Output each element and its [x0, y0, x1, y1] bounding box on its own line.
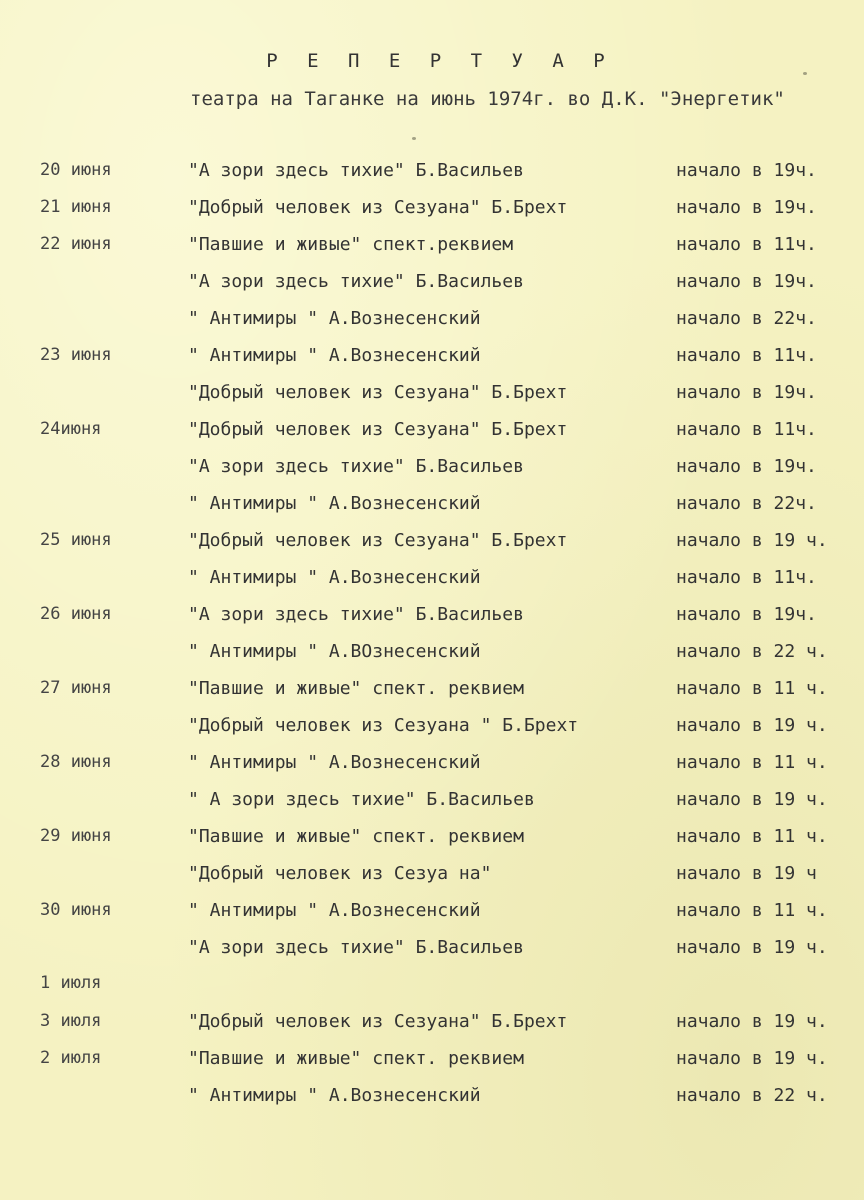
start-time: начало в 19 ч.: [676, 789, 828, 810]
schedule-row: [0, 641, 864, 671]
schedule-row: [0, 1048, 864, 1078]
schedule-row: [0, 567, 864, 597]
start-time: начало в 11 ч.: [676, 826, 828, 847]
play-title: "Добрый человек из Сезуа на": [188, 863, 492, 884]
start-time: начало в 19ч.: [676, 456, 817, 477]
play-title: "А зори здесь тихие" Б.Васильев: [188, 456, 524, 477]
start-time: начало в 19 ч.: [676, 1048, 828, 1069]
start-time: начало в 11 ч.: [676, 900, 828, 921]
play-title: "Павшие и живые" спект. реквием: [188, 1048, 524, 1069]
start-time: начало в 19ч.: [676, 160, 817, 181]
performance-date: 21 июня: [40, 197, 112, 217]
start-time: начало в 11ч.: [676, 567, 817, 588]
play-title: "А зори здесь тихие" Б.Васильев: [188, 160, 524, 181]
play-title: " Антимиры " А.Вознесенский: [188, 308, 481, 329]
play-title: " Антимиры " А.Вознесенский: [188, 345, 481, 366]
performance-date: 30 июня: [40, 900, 112, 920]
schedule-row: [0, 308, 864, 338]
ink-speck: [803, 72, 807, 75]
schedule-row: [0, 973, 864, 1003]
play-title: " А зори здесь тихие" Б.Васильев: [188, 789, 535, 810]
performance-date: 20 июня: [40, 160, 112, 180]
performance-date: 27 июня: [40, 678, 112, 698]
schedule-row: [0, 863, 864, 893]
start-time: начало в 19 ч.: [676, 937, 828, 958]
schedule-row: [0, 419, 864, 449]
schedule-row: [0, 160, 864, 190]
play-title: "А зори здесь тихие" Б.Васильев: [188, 937, 524, 958]
performance-date: 23 июня: [40, 345, 112, 365]
start-time: начало в 19 ч: [676, 863, 817, 884]
play-title: " Антимиры " А.ВОзнесенский: [188, 641, 481, 662]
performance-date: 28 июня: [40, 752, 112, 772]
schedule-row: [0, 1011, 864, 1041]
performance-date: 2 июля: [40, 1048, 102, 1068]
start-time: начало в 19 ч.: [676, 1011, 828, 1032]
document-title: Р Е П Е Р Т У А Р: [266, 50, 614, 72]
schedule-row: [0, 678, 864, 708]
schedule-row: [0, 234, 864, 264]
performance-date: 22 июня: [40, 234, 112, 254]
start-time: начало в 22ч.: [676, 493, 817, 514]
schedule-row: [0, 382, 864, 412]
play-title: "Добрый человек из Сезуана" Б.Брехт: [188, 530, 568, 551]
start-time: начало в 19ч.: [676, 604, 817, 625]
start-time: начало в 11ч.: [676, 234, 817, 255]
schedule-row: [0, 530, 864, 560]
play-title: " Антимиры " А.Вознесенский: [188, 900, 481, 921]
schedule-row: [0, 493, 864, 523]
play-title: " Антимиры " А.Вознесенский: [188, 567, 481, 588]
performance-date: 24июня: [40, 419, 102, 439]
start-time: начало в 19 ч.: [676, 715, 828, 736]
document-subtitle: театра на Таганке на июнь 1974г. во Д.К. "Энергетик": [190, 88, 785, 110]
start-time: начало в 11 ч.: [676, 678, 828, 699]
performance-date: 26 июня: [40, 604, 112, 624]
schedule-row: [0, 937, 864, 967]
start-time: начало в 11ч.: [676, 419, 817, 440]
performance-date: 25 июня: [40, 530, 112, 550]
play-title: " Антимиры " А.Вознесенский: [188, 1085, 481, 1106]
start-time: начало в 11ч.: [676, 345, 817, 366]
schedule-row: [0, 271, 864, 301]
schedule-row: [0, 1085, 864, 1115]
schedule-row: [0, 456, 864, 486]
schedule-row: [0, 900, 864, 930]
play-title: "А зори здесь тихие" Б.Васильев: [188, 604, 524, 625]
start-time: начало в 19ч.: [676, 197, 817, 218]
start-time: начало в 22 ч.: [676, 1085, 828, 1106]
play-title: "Павшие и живые" спект.реквием: [188, 234, 514, 255]
ink-speck: [412, 137, 416, 140]
schedule-row: [0, 789, 864, 819]
performance-date: 1 июля: [40, 973, 102, 993]
performance-date: 29 июня: [40, 826, 112, 846]
play-title: "Добрый человек из Сезуана" Б.Брехт: [188, 197, 568, 218]
play-title: "Павшие и живые" спект. реквием: [188, 678, 524, 699]
schedule-row: [0, 604, 864, 634]
start-time: начало в 19ч.: [676, 382, 817, 403]
schedule-row: [0, 715, 864, 745]
start-time: начало в 11 ч.: [676, 752, 828, 773]
play-title: "Добрый человек из Сезуана " Б.Брехт: [188, 715, 579, 736]
schedule-row: [0, 752, 864, 782]
schedule-row: [0, 197, 864, 227]
play-title: "Добрый человек из Сезуана" Б.Брехт: [188, 1011, 568, 1032]
play-title: " Антимиры " А.Вознесенский: [188, 752, 481, 773]
play-title: "Добрый человек из Сезуана" Б.Брехт: [188, 419, 568, 440]
start-time: начало в 19ч.: [676, 271, 817, 292]
start-time: начало в 22ч.: [676, 308, 817, 329]
play-title: "Добрый человек из Сезуана" Б.Брехт: [188, 382, 568, 403]
performance-date: 3 июля: [40, 1011, 102, 1031]
play-title: " Антимиры " А.Вознесенский: [188, 493, 481, 514]
start-time: начало в 19 ч.: [676, 530, 828, 551]
schedule-row: [0, 826, 864, 856]
play-title: "Павшие и живые" спект. реквием: [188, 826, 524, 847]
start-time: начало в 22 ч.: [676, 641, 828, 662]
play-title: "А зори здесь тихие" Б.Васильев: [188, 271, 524, 292]
schedule-row: [0, 345, 864, 375]
